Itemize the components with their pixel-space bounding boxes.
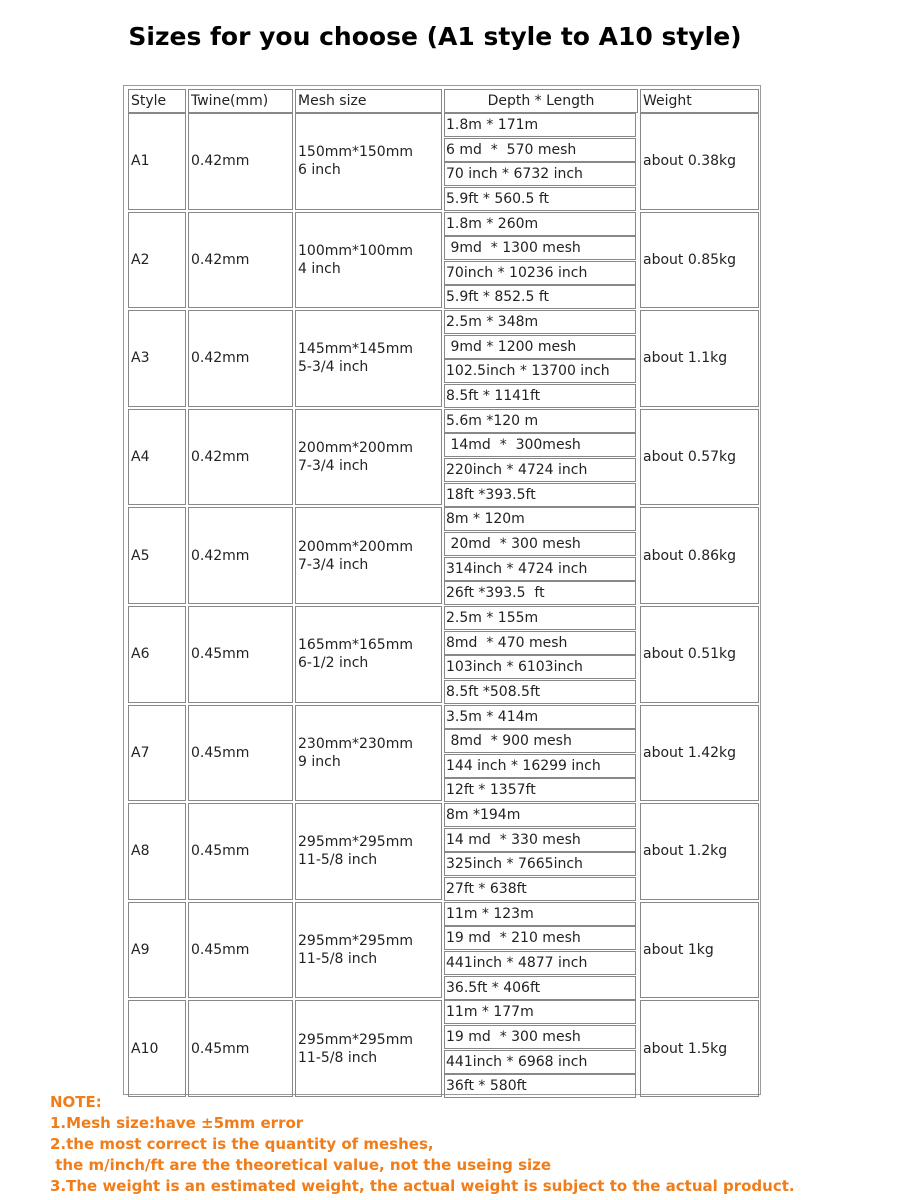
weight-cell: about 1.2kg [640,803,759,900]
mesh-size-line: 100mm*100mm [298,242,413,259]
twine-cell: 0.42mm [188,409,293,506]
style-cell: A3 [128,310,186,407]
twine-cell: 0.45mm [188,803,293,900]
twine-cell: 0.45mm [188,1000,293,1097]
mesh-size-line: 145mm*145mm [298,341,413,358]
mesh-size-line: 5-3/4 inch [298,359,369,376]
twine-cell: 0.42mm [188,212,293,309]
mesh-size-cell [295,310,442,407]
depth-length-line: 12ft * 1357ft [444,778,636,802]
depth-length-line: 8.5ft * 1141ft [444,384,636,408]
twine-cell: 0.42mm [188,310,293,407]
mesh-size-cell [295,113,442,210]
depth-length-line: 9md * 1300 mesh [444,236,636,260]
style-cell: A9 [128,902,186,999]
depth-length-line: 220inch * 4724 inch [444,458,636,482]
depth-length-cell [444,705,638,802]
depth-length-line: 6 md * 570 mesh [444,138,636,162]
style-cell: A1 [128,113,186,210]
mesh-size-line: 230mm*230mm [298,735,413,752]
sizes-table [123,85,761,1095]
depth-length-cell [444,212,638,309]
depth-length-line: 441inch * 6968 inch [444,1050,636,1074]
weight-cell: about 0.86kg [640,507,759,604]
depth-length-line: 8m *194m [444,803,636,827]
note-line: 2.the most correct is the quantity of meshes, [50,1135,434,1153]
mesh-size-line: 7-3/4 inch [298,458,369,475]
mesh-size-line: 200mm*200mm [298,440,413,457]
depth-length-line: 8md * 470 mesh [444,631,636,655]
note-line: the m/inch/ft are the theoretical value, not the useing size [50,1156,552,1174]
note-line: 3.The weight is an estimated weight, the actual weight is subject to the actual product. [50,1177,795,1195]
depth-length-line: 19 md * 210 mesh [444,926,636,950]
style-cell: A5 [128,507,186,604]
depth-length-line: 19 md * 300 mesh [444,1025,636,1049]
mesh-size-line: 165mm*165mm [298,637,413,654]
mesh-size-line: 295mm*295mm [298,834,413,851]
page-title: Sizes for you choose (A1 style to A10 style) [128,22,742,51]
weight-cell: about 0.57kg [640,409,759,506]
mesh-size-line: 7-3/4 inch [298,556,369,573]
depth-length-line: 441inch * 4877 inch [444,951,636,975]
mesh-size-cell [295,902,442,999]
header-mesh-size: Mesh size [295,89,442,113]
depth-length-line: 8md * 900 mesh [444,729,636,753]
mesh-size-line: 11-5/8 inch [298,1049,378,1066]
depth-length-line: 1.8m * 171m [444,113,636,137]
mesh-size-cell [295,507,442,604]
header-twine-mm: Twine(mm) [188,89,293,113]
mesh-size-line: 6-1/2 inch [298,655,369,672]
depth-length-line: 26ft *393.5 ft [444,581,636,605]
depth-length-cell [444,507,638,604]
twine-cell: 0.45mm [188,705,293,802]
weight-cell: about 1.1kg [640,310,759,407]
mesh-size-line: 9 inch [298,753,341,770]
depth-length-line: 144 inch * 16299 inch [444,754,636,778]
mesh-size-cell [295,705,442,802]
depth-length-line: 8m * 120m [444,507,636,531]
depth-length-line: 3.5m * 414m [444,705,636,729]
twine-cell: 0.42mm [188,507,293,604]
depth-length-line: 5.9ft * 852.5 ft [444,285,636,309]
weight-cell: about 1.5kg [640,1000,759,1097]
depth-length-cell [444,310,638,407]
notes-section [50,1092,890,1197]
style-cell: A7 [128,705,186,802]
weight-cell: about 0.51kg [640,606,759,703]
depth-length-line: 20md * 300 mesh [444,532,636,556]
depth-length-line: 11m * 123m [444,902,636,926]
mesh-size-line: 4 inch [298,260,341,277]
style-cell: A4 [128,409,186,506]
depth-length-line: 8.5ft *508.5ft [444,680,636,704]
depth-length-line: 14 md * 330 mesh [444,828,636,852]
depth-length-cell [444,803,638,900]
depth-length-cell [444,902,638,999]
weight-cell: about 1.42kg [640,705,759,802]
weight-cell: about 1kg [640,902,759,999]
mesh-size-line: 6 inch [298,162,341,179]
depth-length-line: 14md * 300mesh [444,433,636,457]
depth-length-line: 70inch * 10236 inch [444,261,636,285]
depth-length-line: 102.5inch * 13700 inch [444,359,636,383]
depth-length-line: 5.6m *120 m [444,409,636,433]
weight-cell: about 0.38kg [640,113,759,210]
mesh-size-cell [295,409,442,506]
style-cell: A10 [128,1000,186,1097]
twine-cell: 0.45mm [188,606,293,703]
depth-length-line: 36ft * 580ft [444,1074,636,1098]
style-cell: A6 [128,606,186,703]
depth-length-line: 103inch * 6103inch [444,655,636,679]
twine-cell: 0.45mm [188,902,293,999]
mesh-size-cell [295,803,442,900]
mesh-size-line: 11-5/8 inch [298,852,378,869]
depth-length-line: 2.5m * 155m [444,606,636,630]
mesh-size-line: 200mm*200mm [298,538,413,555]
depth-length-line: 18ft *393.5ft [444,483,636,507]
depth-length-line: 325inch * 7665inch [444,852,636,876]
style-cell: A8 [128,803,186,900]
header-style: Style [128,89,186,113]
depth-length-line: 1.8m * 260m [444,212,636,236]
depth-length-cell [444,409,638,506]
depth-length-line: 314inch * 4724 inch [444,557,636,581]
twine-cell: 0.42mm [188,113,293,210]
mesh-size-line: 11-5/8 inch [298,951,378,968]
depth-length-line: 5.9ft * 560.5 ft [444,187,636,211]
note-heading: NOTE: [50,1093,102,1111]
mesh-size-line: 295mm*295mm [298,933,413,950]
mesh-size-cell [295,1000,442,1097]
depth-length-line: 27ft * 638ft [444,877,636,901]
weight-cell: about 0.85kg [640,212,759,309]
depth-length-cell [444,1000,638,1097]
depth-length-line: 9md * 1200 mesh [444,335,636,359]
mesh-size-cell [295,606,442,703]
depth-length-line: 36.5ft * 406ft [444,976,636,1000]
depth-length-cell [444,606,638,703]
depth-length-cell [444,113,638,210]
mesh-size-line: 295mm*295mm [298,1031,413,1048]
note-line: 1.Mesh size:have ±5mm error [50,1114,304,1132]
header-depth-length: Depth * Length [444,89,638,113]
depth-length-line: 2.5m * 348m [444,310,636,334]
mesh-size-line: 150mm*150mm [298,144,413,161]
header-weight: Weight [640,89,759,113]
mesh-size-cell [295,212,442,309]
depth-length-line: 11m * 177m [444,1000,636,1024]
style-cell: A2 [128,212,186,309]
depth-length-line: 70 inch * 6732 inch [444,162,636,186]
